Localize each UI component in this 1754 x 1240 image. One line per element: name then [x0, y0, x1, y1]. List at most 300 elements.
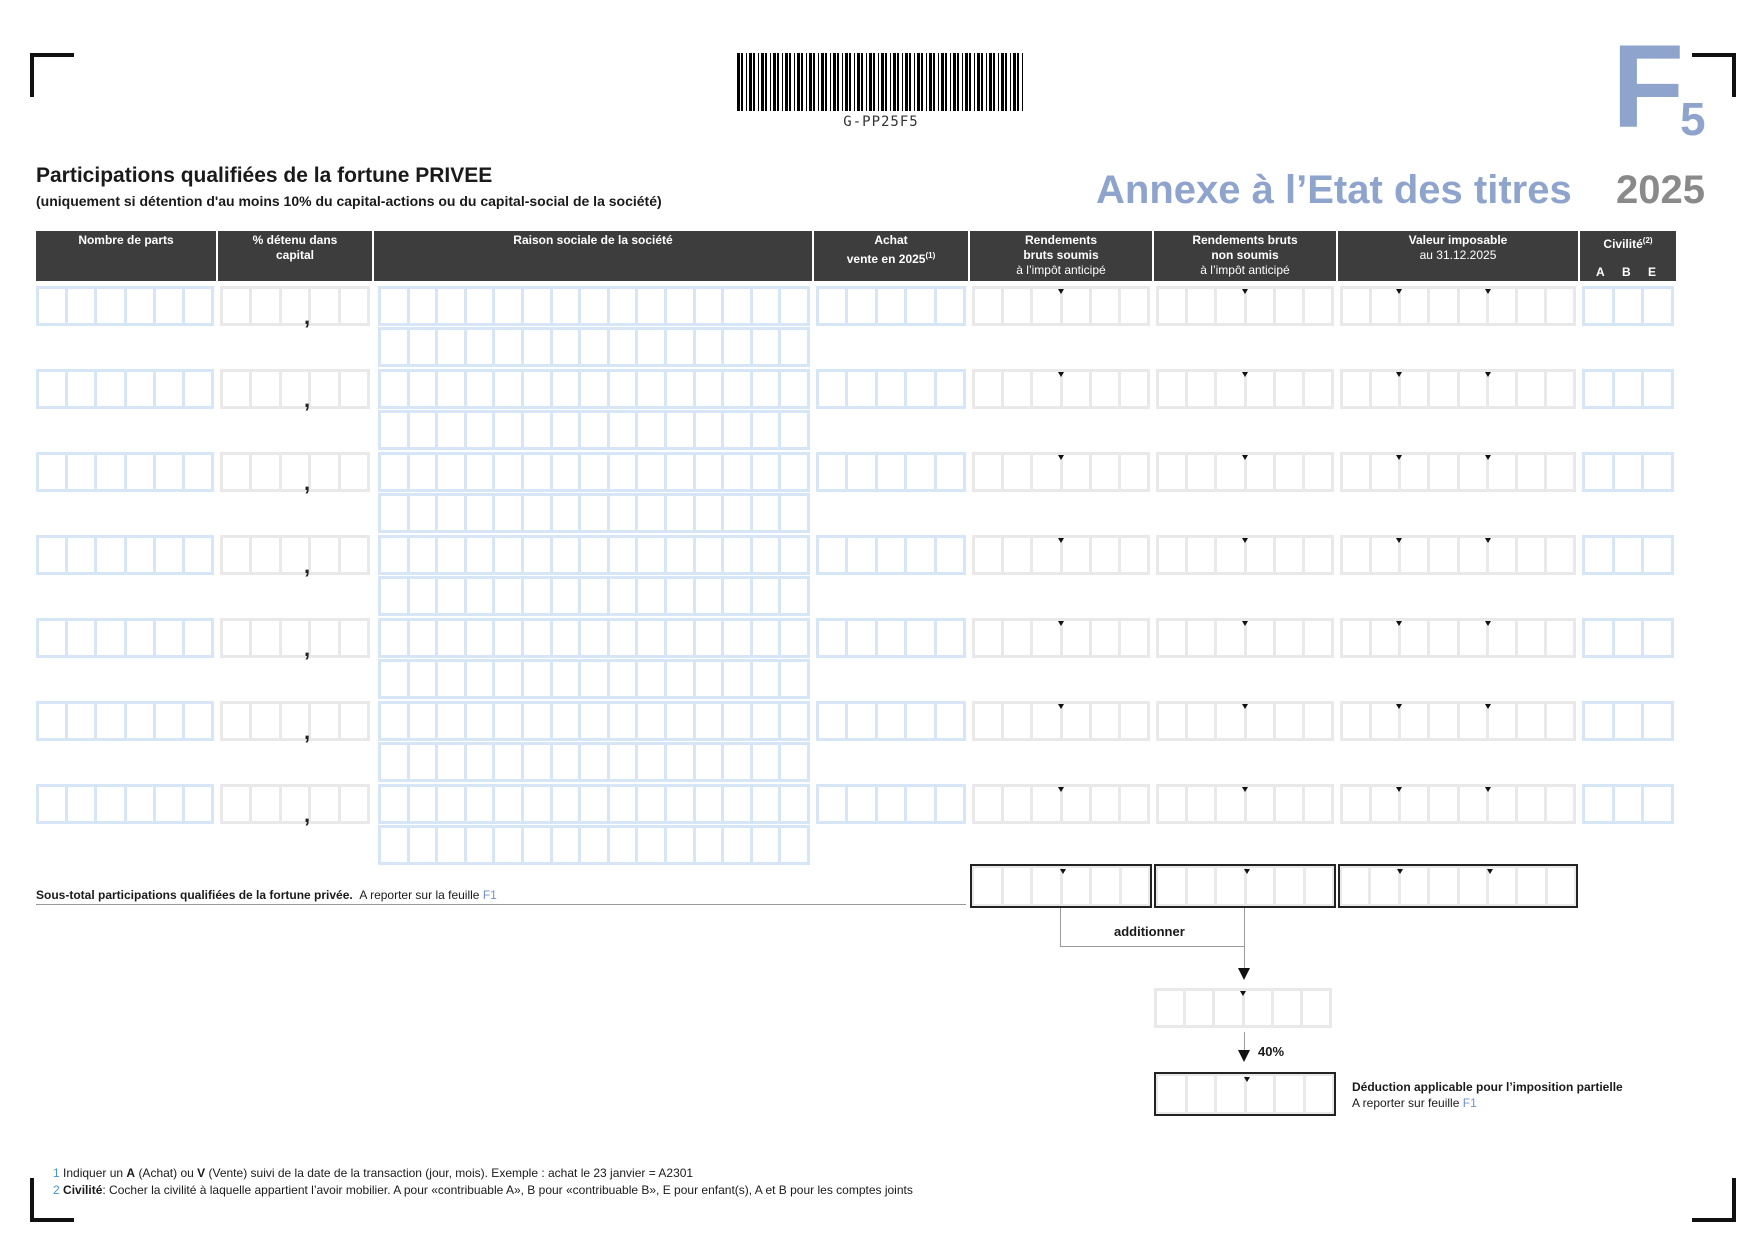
raison-sociale-input-line1-cell[interactable]	[667, 538, 693, 572]
raison-sociale-input-line1-cell[interactable]	[581, 787, 607, 821]
pct-capital-input-cell[interactable]	[223, 704, 249, 738]
rendements-soumis-input-cell[interactable]	[975, 704, 1001, 738]
rendements-non-soumis-input-cell[interactable]	[1276, 704, 1302, 738]
rendements-soumis-input-cell[interactable]	[1033, 538, 1059, 572]
raison-sociale-input-line2-cell[interactable]	[438, 662, 464, 696]
nombre-parts-input-cell[interactable]	[39, 455, 65, 489]
rendements-non-soumis-input[interactable]	[1156, 618, 1334, 658]
raison-sociale-input-line2-cell[interactable]	[610, 413, 636, 447]
valeur-imposable-input-cell[interactable]	[1460, 538, 1486, 572]
raison-sociale-input-line1-cell[interactable]	[753, 787, 779, 821]
raison-sociale-input-line2-cell[interactable]	[781, 413, 807, 447]
subtotal-rendements-soumis-cell[interactable]	[1063, 868, 1090, 904]
raison-sociale-input-line1-cell[interactable]	[753, 538, 779, 572]
raison-sociale-input-line2-cell[interactable]	[581, 496, 607, 530]
pct-capital-input-cell[interactable]	[223, 787, 249, 821]
rendements-soumis-input-cell[interactable]	[1004, 704, 1030, 738]
raison-sociale-input-line1-cell[interactable]	[467, 455, 493, 489]
achat-vente-input-cell[interactable]	[907, 455, 933, 489]
nombre-parts-input-cell[interactable]	[156, 289, 182, 323]
rendements-non-soumis-input-cell[interactable]	[1276, 372, 1302, 406]
pct-capital-input-cell[interactable]	[311, 704, 337, 738]
subtotal-valeur-imposable[interactable]	[1338, 864, 1578, 908]
nombre-parts-input-cell[interactable]	[127, 455, 153, 489]
valeur-imposable-input-cell[interactable]	[1430, 372, 1456, 406]
nombre-parts-input[interactable]	[36, 618, 214, 658]
raison-sociale-input-line1-cell[interactable]	[524, 787, 550, 821]
deduction-input-cell[interactable]	[1217, 1076, 1244, 1112]
nombre-parts-input-cell[interactable]	[68, 621, 94, 655]
raison-sociale-input-line1-cell[interactable]	[410, 372, 436, 406]
rendements-soumis-input-cell[interactable]	[1063, 538, 1089, 572]
rendements-soumis-input-cell[interactable]	[1121, 538, 1147, 572]
rendements-soumis-input-cell[interactable]	[1121, 787, 1147, 821]
pct-capital-input-cell[interactable]	[341, 538, 367, 572]
subtotal-valeur-imposable-cell[interactable]	[1548, 868, 1574, 904]
raison-sociale-input-line1-cell[interactable]	[781, 621, 807, 655]
nombre-parts-input-cell[interactable]	[97, 538, 123, 572]
achat-vente-input-cell[interactable]	[878, 787, 904, 821]
subtotal-valeur-imposable-cell[interactable]	[1342, 868, 1368, 904]
raison-sociale-input-line2-cell[interactable]	[667, 330, 693, 364]
raison-sociale-input-line2-cell[interactable]	[610, 330, 636, 364]
raison-sociale-input-line2-cell[interactable]	[553, 413, 579, 447]
raison-sociale-input-line2-cell[interactable]	[467, 496, 493, 530]
valeur-imposable-input[interactable]	[1340, 369, 1576, 409]
valeur-imposable-input-cell[interactable]	[1430, 621, 1456, 655]
pct-capital-input-cell[interactable]	[252, 372, 278, 406]
raison-sociale-input-line2-cell[interactable]	[753, 662, 779, 696]
achat-vente-input-cell[interactable]	[907, 289, 933, 323]
rendements-soumis-input-cell[interactable]	[1063, 787, 1089, 821]
raison-sociale-input-line2-cell[interactable]	[724, 662, 750, 696]
raison-sociale-input-line1-cell[interactable]	[410, 704, 436, 738]
valeur-imposable-input-cell[interactable]	[1401, 621, 1427, 655]
rendements-soumis-input-cell[interactable]	[1092, 372, 1118, 406]
raison-sociale-input-line2-cell[interactable]	[524, 745, 550, 779]
raison-sociale-input-line1-cell[interactable]	[524, 621, 550, 655]
achat-vente-input-cell[interactable]	[907, 787, 933, 821]
nombre-parts-input-cell[interactable]	[185, 372, 211, 406]
raison-sociale-input-line1-cell[interactable]	[581, 621, 607, 655]
rendements-soumis-input-cell[interactable]	[1033, 455, 1059, 489]
raison-sociale-input-line1-cell[interactable]	[553, 621, 579, 655]
rendements-soumis-input[interactable]	[972, 286, 1150, 326]
achat-vente-input-cell[interactable]	[878, 538, 904, 572]
raison-sociale-input-line2-cell[interactable]	[667, 413, 693, 447]
valeur-imposable-input-cell[interactable]	[1430, 704, 1456, 738]
rendements-soumis-input[interactable]	[972, 618, 1150, 658]
rendements-non-soumis-input-cell[interactable]	[1188, 621, 1214, 655]
raison-sociale-input-line1-cell[interactable]	[553, 787, 579, 821]
raison-sociale-input-line2-cell[interactable]	[381, 579, 407, 613]
raison-sociale-input-line2-cell[interactable]	[667, 496, 693, 530]
achat-vente-input[interactable]	[816, 286, 966, 326]
raison-sociale-input-line1-cell[interactable]	[438, 621, 464, 655]
achat-vente-input[interactable]	[816, 369, 966, 409]
rendements-soumis-input-cell[interactable]	[1004, 787, 1030, 821]
subtotal-valeur-imposable-cell[interactable]	[1518, 868, 1544, 904]
raison-sociale-input-line2-cell[interactable]	[410, 828, 436, 862]
raison-sociale-input-line1-cell[interactable]	[467, 621, 493, 655]
valeur-imposable-input-cell[interactable]	[1489, 621, 1515, 655]
civilite-checkboxes-cell[interactable]	[1615, 704, 1642, 738]
nombre-parts-input-cell[interactable]	[39, 538, 65, 572]
raison-sociale-input-line1[interactable]	[378, 452, 810, 492]
raison-sociale-input-line2-cell[interactable]	[524, 828, 550, 862]
raison-sociale-input-line2-cell[interactable]	[381, 413, 407, 447]
raison-sociale-input-line1-cell[interactable]	[610, 372, 636, 406]
rendements-soumis-input-cell[interactable]	[1092, 455, 1118, 489]
raison-sociale-input-line1-cell[interactable]	[781, 787, 807, 821]
raison-sociale-input-line2-cell[interactable]	[696, 579, 722, 613]
rendements-soumis-input[interactable]	[972, 452, 1150, 492]
pct-capital-input-cell[interactable]	[311, 372, 337, 406]
raison-sociale-input-line2-cell[interactable]	[381, 496, 407, 530]
rendements-soumis-input-cell[interactable]	[1004, 621, 1030, 655]
achat-vente-input-cell[interactable]	[819, 621, 845, 655]
raison-sociale-input-line2-cell[interactable]	[438, 413, 464, 447]
raison-sociale-input-line1-cell[interactable]	[696, 289, 722, 323]
rendements-non-soumis-input-cell[interactable]	[1217, 787, 1243, 821]
raison-sociale-input-line2-cell[interactable]	[724, 330, 750, 364]
raison-sociale-input-line2-cell[interactable]	[610, 662, 636, 696]
raison-sociale-input-line2-cell[interactable]	[753, 828, 779, 862]
achat-vente-input-cell[interactable]	[848, 455, 874, 489]
achat-vente-input-cell[interactable]	[848, 289, 874, 323]
raison-sociale-input-line1-cell[interactable]	[667, 704, 693, 738]
raison-sociale-input-line1-cell[interactable]	[696, 621, 722, 655]
achat-vente-input-cell[interactable]	[907, 538, 933, 572]
raison-sociale-input-line1-cell[interactable]	[410, 621, 436, 655]
raison-sociale-input-line2[interactable]	[378, 327, 810, 367]
achat-vente-input-cell[interactable]	[819, 538, 845, 572]
pct-capital-input-cell[interactable]	[341, 372, 367, 406]
pct-capital-input-cell[interactable]	[252, 704, 278, 738]
nombre-parts-input-cell[interactable]	[127, 372, 153, 406]
rendements-non-soumis-input[interactable]	[1156, 701, 1334, 741]
rendements-soumis-input[interactable]	[972, 535, 1150, 575]
civilite-checkboxes-cell[interactable]	[1585, 704, 1612, 738]
raison-sociale-input-line1-cell[interactable]	[638, 289, 664, 323]
rendements-soumis-input-cell[interactable]	[1063, 455, 1089, 489]
pct-capital-input-cell[interactable]	[223, 621, 249, 655]
raison-sociale-input-line2-cell[interactable]	[438, 330, 464, 364]
raison-sociale-input-line2-cell[interactable]	[553, 745, 579, 779]
subtotal-rendements-soumis-cell[interactable]	[1004, 868, 1031, 904]
valeur-imposable-input-cell[interactable]	[1518, 787, 1544, 821]
civilite-checkboxes-cell[interactable]	[1615, 289, 1642, 323]
raison-sociale-input-line1-cell[interactable]	[438, 372, 464, 406]
civilite-checkboxes[interactable]	[1582, 784, 1674, 824]
rendements-non-soumis-input-cell[interactable]	[1188, 704, 1214, 738]
raison-sociale-input-line2-cell[interactable]	[438, 579, 464, 613]
deduction-input[interactable]	[1154, 1072, 1336, 1116]
raison-sociale-input-line2-cell[interactable]	[495, 496, 521, 530]
raison-sociale-input-line2-cell[interactable]	[438, 496, 464, 530]
achat-vente-input-cell[interactable]	[937, 704, 963, 738]
nombre-parts-input-cell[interactable]	[39, 289, 65, 323]
raison-sociale-input-line1-cell[interactable]	[610, 787, 636, 821]
achat-vente-input-cell[interactable]	[907, 704, 933, 738]
raison-sociale-input-line1-cell[interactable]	[610, 704, 636, 738]
raison-sociale-input-line2-cell[interactable]	[753, 413, 779, 447]
raison-sociale-input-line2-cell[interactable]	[696, 413, 722, 447]
raison-sociale-input-line2-cell[interactable]	[638, 828, 664, 862]
valeur-imposable-input-cell[interactable]	[1430, 455, 1456, 489]
raison-sociale-input-line1-cell[interactable]	[495, 455, 521, 489]
raison-sociale-input-line2-cell[interactable]	[524, 496, 550, 530]
nombre-parts-input-cell[interactable]	[156, 787, 182, 821]
subtotal-valeur-imposable-cell[interactable]	[1430, 868, 1456, 904]
achat-vente-input-cell[interactable]	[878, 289, 904, 323]
sum-input-cell[interactable]	[1186, 991, 1212, 1025]
raison-sociale-input-line2-cell[interactable]	[581, 662, 607, 696]
valeur-imposable-input-cell[interactable]	[1547, 538, 1573, 572]
raison-sociale-input-line1-cell[interactable]	[381, 621, 407, 655]
nombre-parts-input-cell[interactable]	[97, 787, 123, 821]
valeur-imposable-input-cell[interactable]	[1518, 704, 1544, 738]
rendements-non-soumis-input-cell[interactable]	[1276, 787, 1302, 821]
nombre-parts-input-cell[interactable]	[127, 538, 153, 572]
rendements-soumis-input-cell[interactable]	[1033, 704, 1059, 738]
raison-sociale-input-line2-cell[interactable]	[638, 662, 664, 696]
raison-sociale-input-line1-cell[interactable]	[553, 289, 579, 323]
raison-sociale-input-line1-cell[interactable]	[638, 455, 664, 489]
pct-capital-input-cell[interactable]	[252, 455, 278, 489]
raison-sociale-input-line1-cell[interactable]	[781, 455, 807, 489]
raison-sociale-input-line2-cell[interactable]	[781, 330, 807, 364]
subtotal-rendements-soumis-cell[interactable]	[1033, 868, 1060, 904]
valeur-imposable-input-cell[interactable]	[1547, 704, 1573, 738]
rendements-soumis-input-cell[interactable]	[975, 289, 1001, 323]
raison-sociale-input-line2-cell[interactable]	[467, 413, 493, 447]
raison-sociale-input-line1-cell[interactable]	[781, 289, 807, 323]
nombre-parts-input[interactable]	[36, 784, 214, 824]
raison-sociale-input-line2-cell[interactable]	[696, 496, 722, 530]
rendements-non-soumis-input-cell[interactable]	[1159, 289, 1185, 323]
nombre-parts-input[interactable]	[36, 286, 214, 326]
valeur-imposable-input-cell[interactable]	[1518, 621, 1544, 655]
raison-sociale-input-line2-cell[interactable]	[553, 496, 579, 530]
subtotal-valeur-imposable-cell[interactable]	[1401, 868, 1427, 904]
raison-sociale-input-line1-cell[interactable]	[696, 538, 722, 572]
raison-sociale-input-line1-cell[interactable]	[524, 455, 550, 489]
raison-sociale-input-line1-cell[interactable]	[381, 372, 407, 406]
raison-sociale-input-line1-cell[interactable]	[467, 289, 493, 323]
raison-sociale-input-line1-cell[interactable]	[495, 538, 521, 572]
raison-sociale-input-line2-cell[interactable]	[495, 745, 521, 779]
nombre-parts-input-cell[interactable]	[156, 704, 182, 738]
nombre-parts-input[interactable]	[36, 701, 214, 741]
raison-sociale-input-line1-cell[interactable]	[524, 704, 550, 738]
pct-capital-input-cell[interactable]	[223, 289, 249, 323]
valeur-imposable-input-cell[interactable]	[1547, 787, 1573, 821]
valeur-imposable-input[interactable]	[1340, 618, 1576, 658]
raison-sociale-input-line2-cell[interactable]	[781, 579, 807, 613]
civilite-checkboxes-cell[interactable]	[1644, 787, 1671, 821]
valeur-imposable-input-cell[interactable]	[1460, 704, 1486, 738]
raison-sociale-input-line1-cell[interactable]	[753, 289, 779, 323]
nombre-parts-input-cell[interactable]	[185, 455, 211, 489]
raison-sociale-input-line2-cell[interactable]	[581, 413, 607, 447]
rendements-non-soumis-input-cell[interactable]	[1188, 787, 1214, 821]
rendements-non-soumis-input-cell[interactable]	[1159, 455, 1185, 489]
nombre-parts-input-cell[interactable]	[97, 621, 123, 655]
civilite-checkboxes[interactable]	[1582, 701, 1674, 741]
raison-sociale-input-line1-cell[interactable]	[696, 372, 722, 406]
raison-sociale-input-line2-cell[interactable]	[724, 413, 750, 447]
valeur-imposable-input-cell[interactable]	[1372, 704, 1398, 738]
pct-capital-input-cell[interactable]	[252, 289, 278, 323]
raison-sociale-input-line2[interactable]	[378, 742, 810, 782]
rendements-soumis-input-cell[interactable]	[1004, 455, 1030, 489]
valeur-imposable-input-cell[interactable]	[1518, 289, 1544, 323]
nombre-parts-input-cell[interactable]	[185, 538, 211, 572]
civilite-checkboxes-cell[interactable]	[1585, 372, 1612, 406]
civilite-checkboxes[interactable]	[1582, 286, 1674, 326]
raison-sociale-input-line1-cell[interactable]	[667, 621, 693, 655]
rendements-soumis-input[interactable]	[972, 701, 1150, 741]
rendements-non-soumis-input-cell[interactable]	[1247, 455, 1273, 489]
civilite-checkboxes-cell[interactable]	[1585, 289, 1612, 323]
raison-sociale-input-line2-cell[interactable]	[610, 579, 636, 613]
rendements-non-soumis-input-cell[interactable]	[1188, 455, 1214, 489]
pct-capital-input-cell[interactable]	[223, 372, 249, 406]
nombre-parts-input-cell[interactable]	[68, 704, 94, 738]
valeur-imposable-input-cell[interactable]	[1547, 455, 1573, 489]
valeur-imposable-input-cell[interactable]	[1547, 621, 1573, 655]
achat-vente-input-cell[interactable]	[878, 455, 904, 489]
rendements-non-soumis-input-cell[interactable]	[1305, 704, 1331, 738]
raison-sociale-input-line1-cell[interactable]	[381, 787, 407, 821]
achat-vente-input[interactable]	[816, 784, 966, 824]
raison-sociale-input-line2-cell[interactable]	[781, 745, 807, 779]
raison-sociale-input-line1-cell[interactable]	[781, 538, 807, 572]
achat-vente-input-cell[interactable]	[937, 372, 963, 406]
nombre-parts-input-cell[interactable]	[127, 621, 153, 655]
raison-sociale-input-line2-cell[interactable]	[667, 745, 693, 779]
raison-sociale-input-line1-cell[interactable]	[524, 289, 550, 323]
raison-sociale-input-line1-cell[interactable]	[610, 621, 636, 655]
subtotal-rendements-non-soumis-cell[interactable]	[1158, 868, 1185, 904]
achat-vente-input[interactable]	[816, 535, 966, 575]
raison-sociale-input-line2-cell[interactable]	[610, 828, 636, 862]
valeur-imposable-input[interactable]	[1340, 535, 1576, 575]
subtotal-rendements-soumis[interactable]	[970, 864, 1152, 908]
deduction-input-cell[interactable]	[1188, 1076, 1215, 1112]
raison-sociale-input-line1-cell[interactable]	[495, 289, 521, 323]
raison-sociale-input-line1-cell[interactable]	[753, 372, 779, 406]
raison-sociale-input-line2-cell[interactable]	[495, 413, 521, 447]
raison-sociale-input-line2-cell[interactable]	[438, 828, 464, 862]
raison-sociale-input-line2-cell[interactable]	[781, 496, 807, 530]
valeur-imposable-input-cell[interactable]	[1372, 372, 1398, 406]
raison-sociale-input-line2-cell[interactable]	[696, 828, 722, 862]
raison-sociale-input-line2-cell[interactable]	[553, 662, 579, 696]
raison-sociale-input-line2-cell[interactable]	[610, 496, 636, 530]
raison-sociale-input-line1-cell[interactable]	[724, 621, 750, 655]
rendements-non-soumis-input-cell[interactable]	[1305, 787, 1331, 821]
rendements-non-soumis-input-cell[interactable]	[1159, 704, 1185, 738]
pct-capital-input-cell[interactable]	[223, 455, 249, 489]
raison-sociale-input-line1-cell[interactable]	[610, 455, 636, 489]
achat-vente-input-cell[interactable]	[819, 289, 845, 323]
valeur-imposable-input-cell[interactable]	[1401, 538, 1427, 572]
valeur-imposable-input-cell[interactable]	[1401, 372, 1427, 406]
nombre-parts-input-cell[interactable]	[127, 787, 153, 821]
rendements-soumis-input-cell[interactable]	[1092, 704, 1118, 738]
pct-capital-input[interactable]	[220, 784, 370, 824]
civilite-checkboxes-cell[interactable]	[1644, 372, 1671, 406]
nombre-parts-input[interactable]	[36, 369, 214, 409]
raison-sociale-input-line2-cell[interactable]	[410, 496, 436, 530]
raison-sociale-input-line1-cell[interactable]	[467, 372, 493, 406]
raison-sociale-input-line2-cell[interactable]	[638, 413, 664, 447]
raison-sociale-input-line2-cell[interactable]	[524, 662, 550, 696]
raison-sociale-input-line1-cell[interactable]	[667, 787, 693, 821]
achat-vente-input-cell[interactable]	[848, 787, 874, 821]
civilite-checkboxes-cell[interactable]	[1644, 455, 1671, 489]
rendements-soumis-input-cell[interactable]	[975, 538, 1001, 572]
pct-capital-input-cell[interactable]	[341, 621, 367, 655]
deduction-input-cell[interactable]	[1276, 1076, 1303, 1112]
achat-vente-input-cell[interactable]	[937, 289, 963, 323]
raison-sociale-input-line1-cell[interactable]	[553, 455, 579, 489]
raison-sociale-input-line2-cell[interactable]	[610, 745, 636, 779]
valeur-imposable-input-cell[interactable]	[1489, 455, 1515, 489]
raison-sociale-input-line1-cell[interactable]	[696, 455, 722, 489]
civilite-checkboxes[interactable]	[1582, 452, 1674, 492]
civilite-checkboxes-cell[interactable]	[1615, 621, 1642, 655]
raison-sociale-input-line1-cell[interactable]	[753, 455, 779, 489]
raison-sociale-input-line1-cell[interactable]	[638, 621, 664, 655]
rendements-soumis-input-cell[interactable]	[1004, 538, 1030, 572]
sum-input-cell[interactable]	[1215, 991, 1241, 1025]
subtotal-rendements-non-soumis-cell[interactable]	[1276, 868, 1303, 904]
pct-capital-input-cell[interactable]	[341, 455, 367, 489]
raison-sociale-input-line2-cell[interactable]	[553, 330, 579, 364]
nombre-parts-input-cell[interactable]	[185, 787, 211, 821]
valeur-imposable-input-cell[interactable]	[1518, 538, 1544, 572]
subtotal-rendements-soumis-cell[interactable]	[1092, 868, 1119, 904]
rendements-non-soumis-input-cell[interactable]	[1247, 538, 1273, 572]
valeur-imposable-input-cell[interactable]	[1460, 787, 1486, 821]
raison-sociale-input-line2-cell[interactable]	[638, 330, 664, 364]
raison-sociale-input-line1-cell[interactable]	[495, 621, 521, 655]
pct-capital-input[interactable]	[220, 369, 370, 409]
valeur-imposable-input-cell[interactable]	[1343, 372, 1369, 406]
rendements-non-soumis-input-cell[interactable]	[1217, 372, 1243, 406]
raison-sociale-input-line2-cell[interactable]	[467, 662, 493, 696]
nombre-parts-input-cell[interactable]	[97, 455, 123, 489]
achat-vente-input-cell[interactable]	[848, 538, 874, 572]
rendements-non-soumis-input-cell[interactable]	[1276, 538, 1302, 572]
raison-sociale-input-line1-cell[interactable]	[495, 372, 521, 406]
rendements-non-soumis-input-cell[interactable]	[1217, 538, 1243, 572]
rendements-non-soumis-input-cell[interactable]	[1159, 372, 1185, 406]
valeur-imposable-input[interactable]	[1340, 784, 1576, 824]
valeur-imposable-input-cell[interactable]	[1489, 538, 1515, 572]
raison-sociale-input-line2-cell[interactable]	[724, 745, 750, 779]
raison-sociale-input-line2-cell[interactable]	[724, 828, 750, 862]
sum-input[interactable]	[1154, 988, 1332, 1028]
raison-sociale-input-line2-cell[interactable]	[667, 579, 693, 613]
subtotal-rendements-soumis-cell[interactable]	[1122, 868, 1149, 904]
valeur-imposable-input-cell[interactable]	[1372, 455, 1398, 489]
valeur-imposable-input[interactable]	[1340, 452, 1576, 492]
subtotal-rendements-non-soumis-cell[interactable]	[1217, 868, 1244, 904]
